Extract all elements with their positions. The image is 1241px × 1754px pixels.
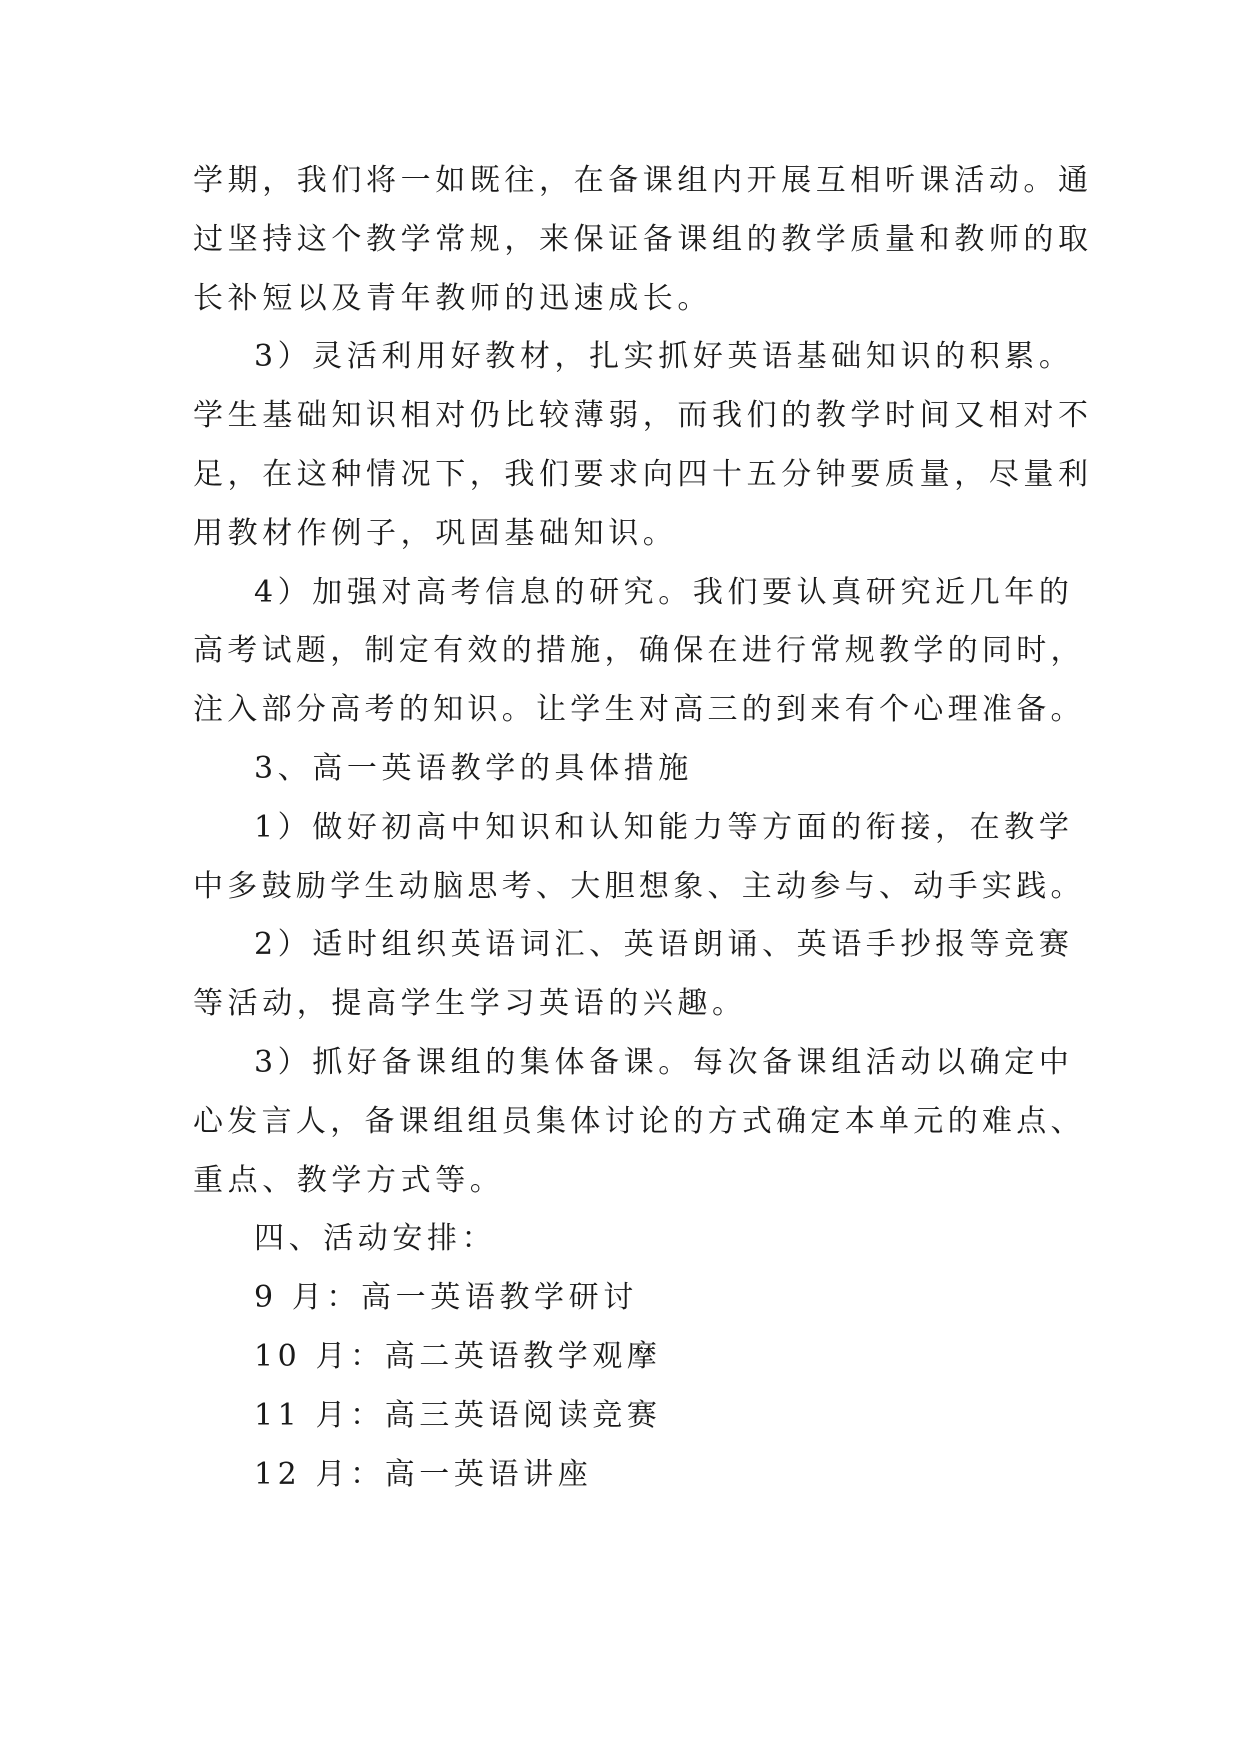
paragraph-line: 中多鼓励学生动脑思考、大胆想象、主动参与、动手实践。 [193,868,1085,904]
paragraph-line: 重点、教学方式等。 [193,1162,505,1198]
paragraph-line: 4）加强对高考信息的研究。我们要认真研究近几年的 [254,574,1074,610]
paragraph-line: 学期，我们将一如既往，在备课组内开展互相听课活动。通 [193,163,1093,198]
schedule-item: 12 月：高一英语讲座 [254,1456,593,1492]
paragraph-line: 1）做好初高中知识和认知能力等方面的衔接，在教学 [254,809,1074,845]
paragraph-line: 3）抓好备课组的集体备课。每次备课组活动以确定中 [254,1044,1074,1080]
paragraph-line: 3）灵活利用好教材，扎实抓好英语基础知识的积累。 [254,339,1074,375]
document-body [193,152,1093,1504]
schedule-item: 10 月：高二英语教学观摩 [254,1338,662,1374]
section-heading: 3、高一英语教学的具体措施 [254,750,693,786]
paragraph-line: 长补短以及青年教师的迅速成长。 [193,280,712,316]
paragraph-line: 高考试题，制定有效的措施，确保在进行常规教学的同时， [193,633,1085,669]
schedule-item: 11 月：高三英语阅读竞赛 [254,1397,662,1433]
paragraph-line: 2）适时组织英语词汇、英语朗诵、英语手抄报等竞赛 [254,927,1074,963]
paragraph-line: 等活动，提高学生学习英语的兴趣。 [193,986,747,1022]
paragraph-line: 足，在这种情况下，我们要求向四十五分钟要质量，尽量利 [193,456,1093,492]
paragraph-line: 学生基础知识相对仍比较薄弱，而我们的教学时间又相对不 [193,398,1093,434]
paragraph-line: 注入部分高考的知识。让学生对高三的到来有个心理准备。 [193,692,1085,728]
paragraph-line: 心发言人，备课组组员集体讨论的方式确定本单元的难点、 [193,1103,1085,1139]
schedule-item: 9 月：高一英语教学研讨 [254,1280,638,1316]
paragraph-line: 用教材作例子，巩固基础知识。 [193,515,678,551]
section-heading: 四、活动安排： [254,1221,497,1257]
paragraph-line: 过坚持这个教学常规，来保证备课组的教学质量和教师的取 [193,221,1093,257]
